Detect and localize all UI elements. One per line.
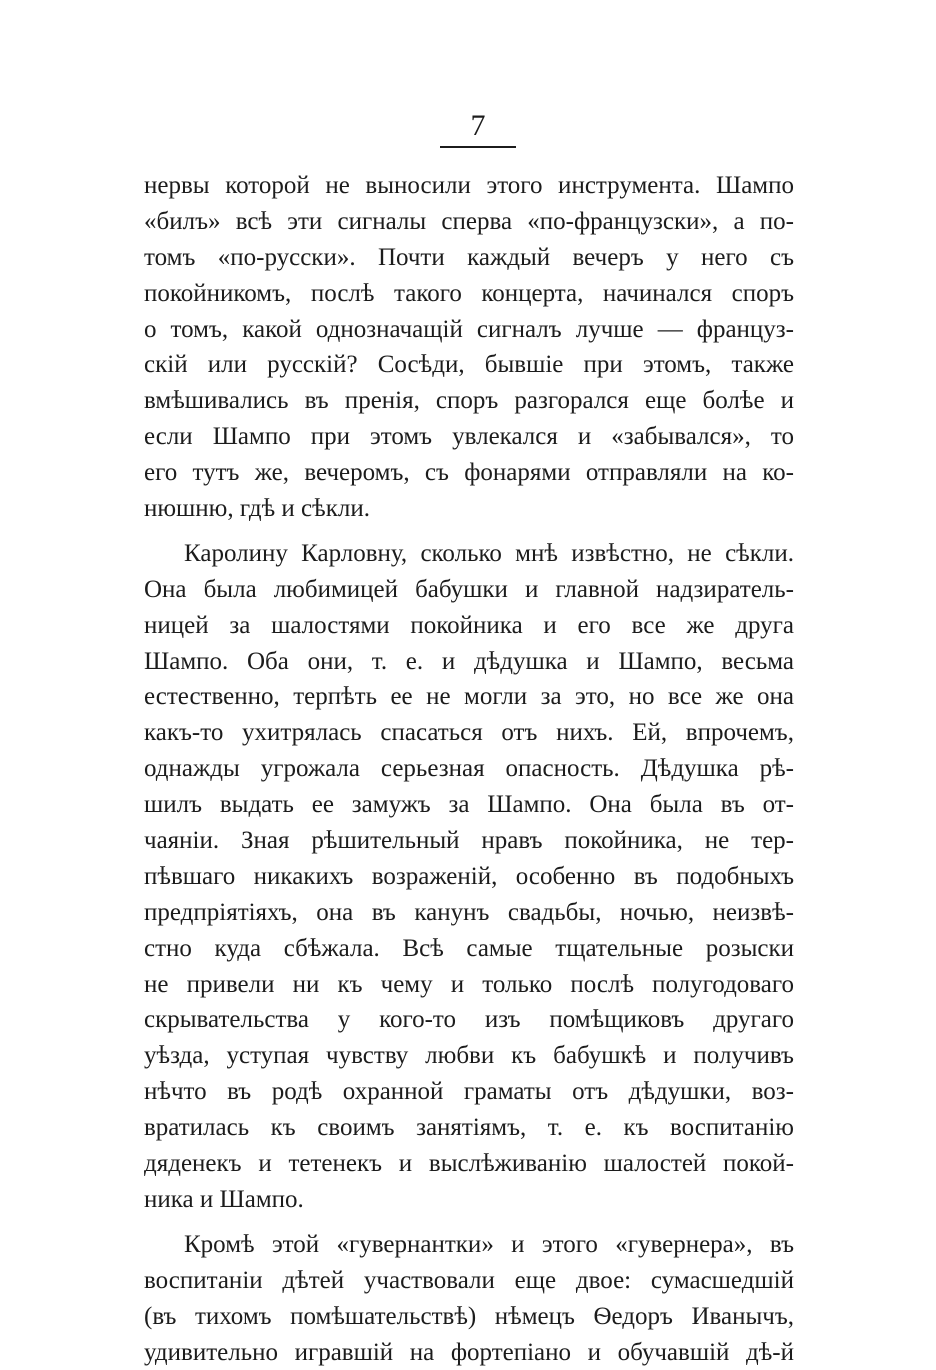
paragraph-2 [144,536,794,1218]
text-line: о томъ, какой однозначащій сигналъ лучше — француз- [144,312,794,348]
text-line: скрывательства у кого-то изъ помѣщиковъ другаго [144,1002,794,1038]
text-line: нервы которой не выносили этого инструмента. Шампо [144,168,794,204]
text-line: вратилась къ своимъ занятіямъ, т. е. къ воспитанію [144,1110,794,1146]
text-line: Каролину Карловну, сколько мнѣ извѣстно, не сѣкли. [144,536,794,572]
text-line: (въ тихомъ помѣшательствѣ) нѣмецъ Ѳедоръ Иванычъ, [144,1299,794,1335]
text-line: дяденекъ и тетенекъ и выслѣживанію шалостей покой- [144,1146,794,1182]
text-line: предпріятіяхъ, она въ канунъ свадьбы, ночью, неизвѣ- [144,895,794,931]
text-line: нюшню, гдѣ и сѣкли. [144,491,794,527]
text-line: не привели ни къ чему и только послѣ полугодоваго [144,967,794,1003]
paragraph-1 [144,168,794,527]
text-line: ника и Шампо. [144,1182,794,1218]
text-line: пѣвшаго никакихъ возраженій, особенно въ подобныхъ [144,859,794,895]
page-number-rule [440,146,516,148]
page-number: 7 [440,108,516,144]
text-line: вмѣшивались въ пренія, споръ разгорался еще болѣе и [144,383,794,419]
text-line: однажды угрожала серьезная опасность. Дѣдушка рѣ- [144,751,794,787]
text-line: томъ «по-русски». Почти каждый вечеръ у него съ [144,240,794,276]
paragraph-3 [144,1227,794,1370]
text-line: воспитаніи дѣтей участвовали еще двое: сумасшедшій [144,1263,794,1299]
text-line: удивительно игравшій на фортепіано и обучавшій дѣ-й [144,1335,794,1370]
text-line: какъ-то ухитрялась спасаться отъ нихъ. Ей, впрочемъ, [144,715,794,751]
text-line: уѣзда, уступая чувству любви къ бабушкѣ и получивъ [144,1038,794,1074]
text-line: нѣчто въ родѣ охранной граматы отъ дѣдушки, воз- [144,1074,794,1110]
text-line: ницей за шалостями покойника и его все же друга [144,608,794,644]
text-line: Она была любимицей бабушки и главной надзиратель- [144,572,794,608]
text-line: его тутъ же, вечеромъ, съ фонарями отправляли на ко- [144,455,794,491]
text-line: «билъ» всѣ эти сигналы сперва «по-французски», а по- [144,204,794,240]
text-line: если Шампо при этомъ увлекался и «забывался», то [144,419,794,455]
text-line: Кромѣ этой «гувернантки» и этого «гувернера», въ [144,1227,794,1263]
text-line: чаяніи. Зная рѣшительный нравъ покойника, не тер- [144,823,794,859]
text-line: естественно, терпѣть ее не могли за это, но все же она [144,679,794,715]
text-line: шилъ выдать ее замужъ за Шампо. Она была въ от- [144,787,794,823]
body-text [144,168,794,1370]
text-line: покойникомъ, послѣ такого концерта, начинался споръ [144,276,794,312]
text-line: скій или русскій? Сосѣди, бывшіе при этомъ, также [144,347,794,383]
text-line: Шампо. Оба они, т. е. и дѣдушка и Шампо, весьма [144,644,794,680]
text-line: стно куда сбѣжала. Всѣ самые тщательные розыски [144,931,794,967]
